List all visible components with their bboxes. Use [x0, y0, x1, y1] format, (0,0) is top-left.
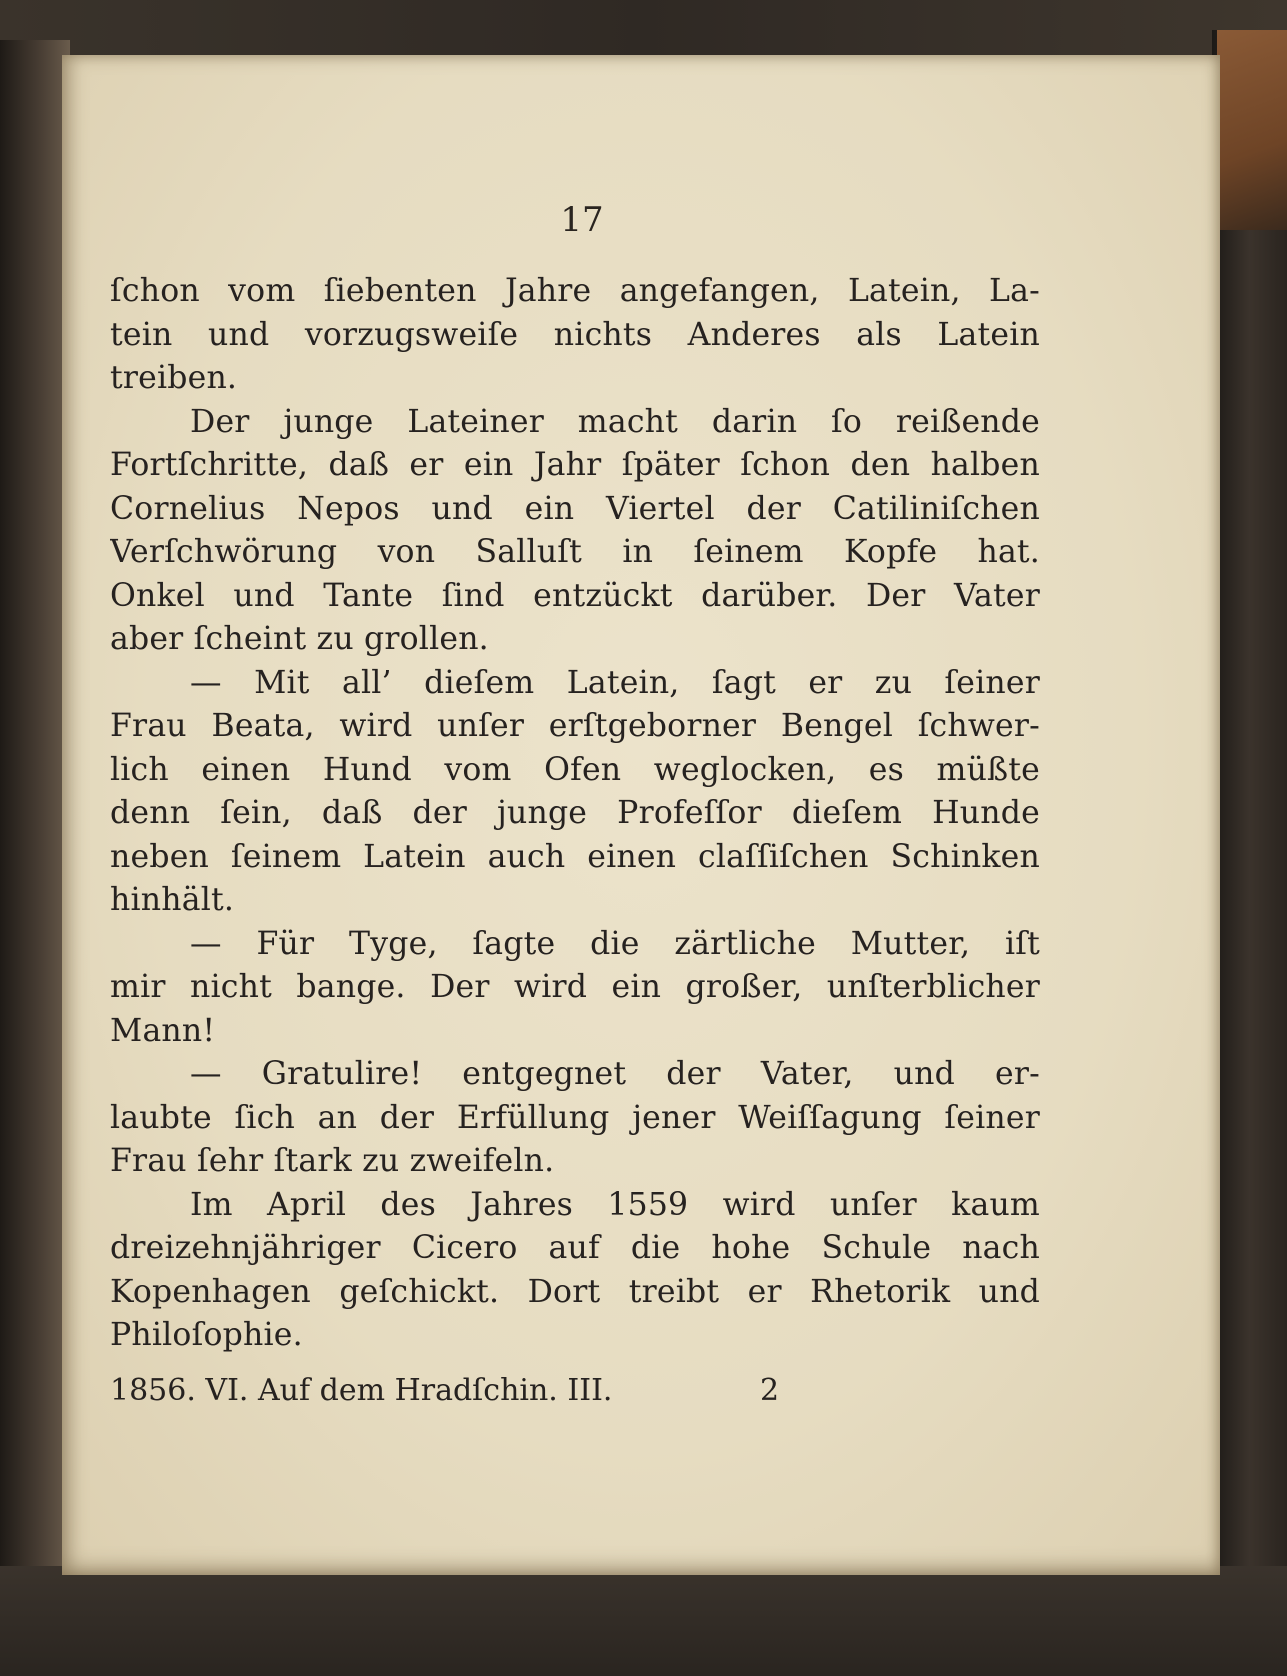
- text-line: hinhält.: [110, 882, 235, 918]
- text-line: tein und vorzugsweiſe nichts Anderes als Latein: [110, 316, 1040, 353]
- text-line: mir nicht bange. Der wird ein großer, unſterblicher: [110, 969, 1040, 1005]
- book-spine: [0, 40, 70, 1640]
- text-line: Fortſchritte, daß er ein Jahr ſpäter ſchon den halben: [110, 447, 1040, 483]
- text-line: Frau ſehr ſtark zu zweifeln.: [110, 1143, 555, 1179]
- text-line: aber ſcheint zu grollen.: [110, 621, 489, 657]
- text-line: denn ſein, daß der junge Profeſſor dieſem Hunde: [110, 795, 1040, 831]
- text-line: lich einen Hund vom Ofen weglocken, es müßte: [110, 751, 1040, 788]
- page-number: 17: [560, 200, 604, 240]
- text-line: dreizehnjähriger Cicero auf die hohe Schule nach: [110, 1230, 1040, 1266]
- text-line: Verſchwörung von Salluſt in ſeinem Kopfe hat.: [110, 534, 1040, 570]
- printer-signature: 1856. VI. Auf dem Hradſchin. III.: [110, 1373, 613, 1408]
- text-line: neben ſeinem Latein auch einen claſſiſchen Schinken: [110, 838, 1040, 875]
- text-line: Im April des Jahres 1559 wird unſer kaum: [190, 1186, 1040, 1223]
- book-board-edge: [1212, 30, 1287, 1590]
- text-line: ſchon vom ſiebenten Jahre angefangen, Latein, La-: [110, 273, 1040, 309]
- text-line: — Gratulire! entgegnet der Vater, und er-: [190, 1056, 1040, 1092]
- text-line: Mann!: [110, 1012, 216, 1049]
- text-line: Kopenhagen geſchickt. Dort treibt er Rhetorik und: [110, 1273, 1040, 1310]
- leather-corner: [1217, 30, 1287, 230]
- text-line: Onkel und Tante ſind entzückt darüber. Der Vater: [110, 577, 1040, 614]
- sheet-number: 2: [760, 1373, 780, 1408]
- text-line: Philoſophie.: [110, 1317, 303, 1353]
- book-page: [62, 55, 1220, 1575]
- text-line: — Für Tyge, ſagte die zärtliche Mutter, iſt: [190, 925, 1040, 962]
- text-line: Frau Beata, wird unſer erſtgeborner Bengel ſchwer-: [110, 708, 1040, 744]
- text-line: Cornelius Nepos und ein Viertel der Catiliniſchen: [110, 490, 1040, 527]
- book-bottom-edge: [0, 1566, 1287, 1676]
- body-text: [110, 270, 1040, 1358]
- text-line: treiben.: [110, 360, 238, 396]
- text-line: Der junge Lateiner macht darin ſo reißende: [190, 403, 1040, 440]
- page-footer: [110, 1373, 1010, 1417]
- text-line: laubte ſich an der Erfüllung jener Weiſſagung ſeiner: [110, 1099, 1040, 1136]
- text-line: — Mit all’ dieſem Latein, ſagt er zu ſeiner: [190, 664, 1040, 701]
